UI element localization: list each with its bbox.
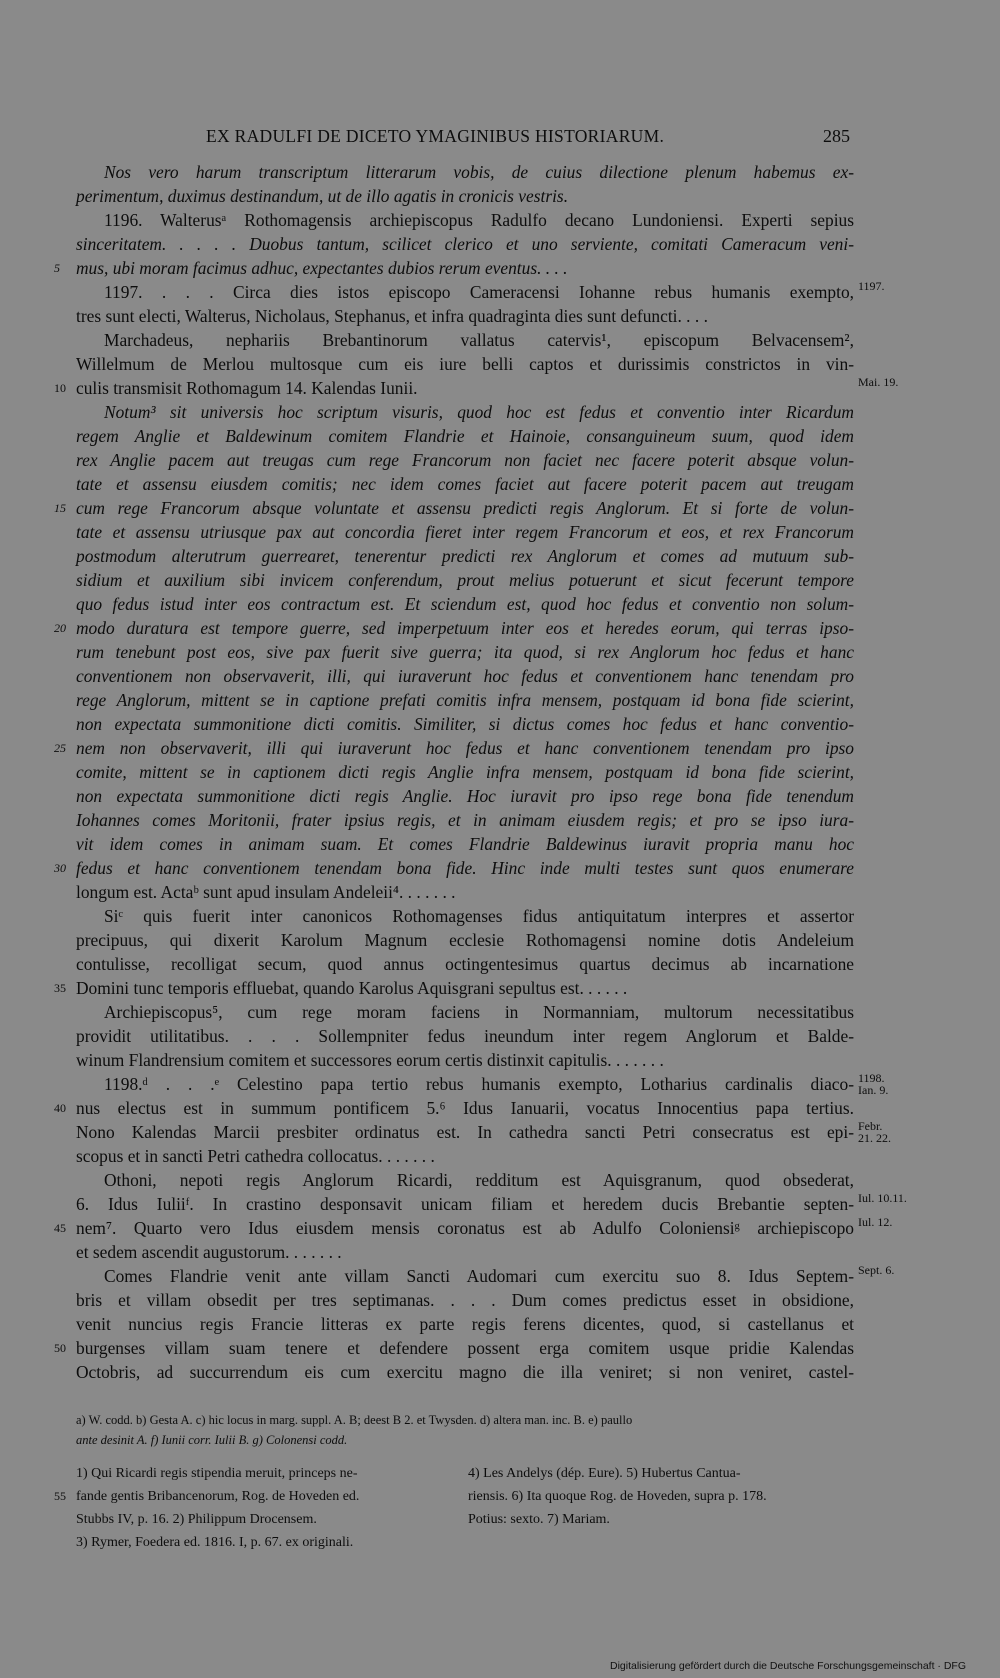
text-line-content: scopus et in sancti Petri cathedra collocatus. . . . . . . bbox=[76, 1146, 435, 1166]
text-line bbox=[76, 1119, 891, 1145]
text-line bbox=[76, 1288, 854, 1312]
text-line bbox=[76, 544, 854, 568]
page-header bbox=[76, 126, 856, 150]
text-line-content: Nono Kalendas Marcii presbiter ordinatus est. In cathedra sancti Petri consecratus est epi- bbox=[76, 1122, 854, 1142]
text-line bbox=[76, 952, 854, 976]
margin-date-note: Febr. 21. 22. bbox=[858, 1119, 891, 1145]
footnote-line: Stubbs IV, p. 16. 2) Philippum Drocensem. bbox=[76, 1512, 317, 1527]
footnote-line: fande gentis Bribancenorum, Rog. de Hoveden ed. bbox=[76, 1489, 360, 1504]
text-line-content: contulisse, recolligat secum, quod annus octingentesimus quartus decimus ab incarnatione bbox=[76, 954, 854, 974]
text-line bbox=[76, 592, 854, 616]
text-line bbox=[54, 1215, 893, 1240]
text-line-content: sidium et auxilium sibi invicem conferendum, prout melius potuerunt et sicut fecerunt tempore bbox=[76, 570, 854, 590]
text-line-content: culis transmisit Rothomagum 14. Kalendas Iunii. bbox=[76, 378, 418, 398]
page-number: 285 bbox=[823, 126, 850, 146]
text-line-content: rex Anglie pacem aut treugas cum rege Francorum non faciet nec facere poterit absque volun- bbox=[76, 450, 854, 470]
text-line-content: non expectata summonitione dicti regis Anglie. Hoc iuravit pro ipso rege bona fide tenendum bbox=[76, 786, 854, 806]
text-line-content: tate et assensu utriusque pax aut concordia fieret inter regem Francorum et eos, et rex Francorum bbox=[76, 522, 854, 542]
text-line-content: sinceritatem. . . . . Duobus tantum, scilicet clerico et uno serviente, comitati Cameracum veni- bbox=[76, 234, 854, 254]
text-line bbox=[76, 832, 854, 856]
text-line bbox=[76, 472, 854, 496]
line-number: 5 bbox=[54, 261, 60, 275]
text-line bbox=[76, 688, 854, 712]
text-line-content: et sedem ascendit augustorum. . . . . . . bbox=[76, 1242, 342, 1262]
text-line bbox=[54, 1096, 854, 1120]
text-line bbox=[76, 160, 854, 184]
text-line-content: rum tenebunt post eos, sive pax fuerit sive guerra; ita quod, si rex Anglorum hoc fedus et hanc bbox=[76, 642, 854, 662]
text-line-content: postmodum alterutrum guerrearet, tenerentur predicti rex Anglorum et comes ad mutuum sub- bbox=[76, 546, 854, 566]
text-line-content: mus, ubi moram facimus adhuc, expectantes dubios rerum eventus. . . . bbox=[76, 258, 568, 278]
text-line-content: Octobris, ad succurrendum eis cum exercitu magno die illa veniret; si non veniret, castel- bbox=[76, 1362, 854, 1382]
text-line-content: Notum³ sit universis hoc scriptum visuris, quod hoc est fedus et conventio inter Ricardum bbox=[104, 402, 854, 422]
line-number: 45 bbox=[54, 1221, 66, 1235]
text-line-content: perimentum, duximus destinandum, ut de illo agatis in cronicis vestris. bbox=[76, 186, 569, 206]
text-line bbox=[76, 424, 854, 448]
text-line-content: bris et villam obsedit per tres septimanas. . . . Dum comes predictus esset in obsidione, bbox=[76, 1290, 854, 1310]
text-line bbox=[76, 448, 854, 472]
critical-note-line: a) W. codd. b) Gesta A. c) hic locus in marg. suppl. A. B; deest B 2. et Twysden. d) altera man. inc. B. e) paullo bbox=[76, 1413, 633, 1427]
text-line-content: Willelmum de Merlou multosque cum eis iure belli captos et durissimis constrictos in vin- bbox=[76, 354, 854, 374]
text-line bbox=[76, 304, 854, 328]
text-line-content: Iohannes comes Moritonii, frater ipsius regis, et in animam eiusdem regis; et pro se ipso iura- bbox=[76, 810, 854, 830]
text-line-content: non expectata summonitione dicti comitis. Similiter, si dictus comes hoc fedus et hanc conventio- bbox=[76, 714, 854, 734]
text-line bbox=[76, 328, 854, 352]
line-number: 40 bbox=[54, 1101, 66, 1115]
text-line bbox=[76, 928, 854, 952]
text-line bbox=[54, 1336, 854, 1360]
text-line-content: 1198.ᵈ . . .ᵉ Celestino papa tertio rebus humanis exempto, Lotharius cardinalis diaco- bbox=[104, 1074, 854, 1094]
text-line-content: nus electus est in summum pontificem 5.⁶ Idus Ianuarii, vocatus Innocentius papa tertius. bbox=[76, 1098, 854, 1118]
running-title: EX RADULFI DE DICETO YMAGINIBUS HISTORIARUM. bbox=[206, 126, 665, 146]
text-line-content: Domini tunc temporis effluebat, quando Karolus Aquisgrani sepultus est. . . . . . bbox=[76, 978, 628, 998]
critical-apparatus bbox=[76, 1410, 854, 1450]
margin-date-note: Sept. 6. bbox=[858, 1263, 895, 1277]
line-number: 20 bbox=[54, 621, 66, 635]
text-line-content: Archiepiscopus⁵, cum rege moram faciens in Normanniam, multorum necessitatibus bbox=[104, 1002, 854, 1022]
footnotes-left-column bbox=[76, 1462, 456, 1554]
text-line bbox=[76, 1191, 907, 1216]
text-line-content: quo fedus istud inter eos contractum est. Et sciendum est, quod hoc fedus et conventio non solum- bbox=[76, 594, 854, 614]
text-line bbox=[54, 256, 854, 280]
text-line bbox=[76, 352, 854, 376]
text-line bbox=[54, 375, 899, 400]
text-line bbox=[54, 496, 854, 520]
text-line-content: tres sunt electi, Walterus, Nicholaus, Stephanus, et infra quadraginta dies sunt defuncti. . . . bbox=[76, 306, 708, 326]
line-number: 25 bbox=[54, 741, 66, 755]
footnote-line: riensis. 6) Ita quoque Rog. de Hoveden, supra p. 178. bbox=[468, 1489, 767, 1504]
text-line-content: tate et assensu eiusdem comitis; nec idem comes faciet aut facere poterit pacem aut treugam bbox=[76, 474, 854, 494]
text-line bbox=[54, 856, 854, 880]
critical-note-line: ante desinit A. f) Iunii corr. Iulii B. g) Colonensi codd. bbox=[76, 1433, 348, 1447]
text-line bbox=[76, 184, 854, 208]
text-line-content: venit nuncius regis Francie litteras ex parte regis ferens dicentes, quod, si castellanus et bbox=[76, 1314, 854, 1334]
text-line bbox=[76, 1071, 889, 1097]
text-line-content: 1196. Walterusᵃ Rothomagensis archiepiscopus Radulfo decano Lundoniensi. Experti sepius bbox=[104, 210, 854, 230]
text-line bbox=[76, 808, 854, 832]
text-line-content: rege Anglorum, mittent se in captione prefati comitis infra mensem, postquam id bona fide scierint, bbox=[76, 690, 854, 710]
text-line-content: longum est. Actaᵇ sunt apud insulam Andeleii⁴. . . . . . . bbox=[76, 882, 456, 902]
text-line bbox=[54, 976, 854, 1000]
line-number: 50 bbox=[54, 1341, 66, 1355]
text-line-content: providit utilitatibus. . . . Sollempniter fedus ineundum inter regem Anglorum et Balde- bbox=[76, 1026, 854, 1046]
digitization-credit: Digitalisierung gefördert durch die Deutsche Forschungsgemeinschaft · DFG bbox=[609, 1660, 966, 1672]
text-line-content: Siᶜ quis fuerit inter canonicos Rothomagenses fidus antiquitatum interpres et assertor bbox=[104, 906, 854, 926]
text-line bbox=[76, 279, 885, 304]
text-line bbox=[76, 232, 854, 256]
text-line-content: Comes Flandrie venit ante villam Sancti Audomari cum exercitu suo 8. Idus Septem- bbox=[104, 1266, 854, 1286]
margin-date-note: 1197. bbox=[858, 279, 885, 293]
text-line-content: fedus et hanc conventionem tenendam bona fide. Hinc inde multi testes sunt quos enumerare bbox=[76, 858, 854, 878]
main-text bbox=[54, 160, 907, 1384]
text-line bbox=[76, 1168, 854, 1192]
margin-date-note: 1198. Ian. 9. bbox=[858, 1071, 889, 1097]
text-line bbox=[76, 1312, 854, 1336]
text-line bbox=[76, 1048, 854, 1072]
text-line-content: nem⁷. Quarto vero Idus eiusdem mensis coronatus est ab Adulfo Coloniensiᵍ archiepiscopo bbox=[76, 1218, 854, 1238]
line-number: 30 bbox=[54, 861, 66, 875]
text-line-content: comite, mittent se in captionem dicti regis Anglie infra mensem, postquam id bona fide scierint, bbox=[76, 762, 854, 782]
text-line-content: cum rege Francorum absque voluntate et assensu predicti regis Anglorum. Et si forte de volun- bbox=[76, 498, 854, 518]
line-number: 10 bbox=[54, 381, 66, 395]
text-line bbox=[76, 760, 854, 784]
text-line-content: vit idem comes in animam suam. Et comes Flandrie Baldewinus iuravit propria manu hoc bbox=[76, 834, 854, 854]
text-line bbox=[76, 1360, 854, 1384]
text-line-content: regem Anglie et Baldewinum comitem Flandrie et Hainoie, consanguineum suum, quod idem bbox=[76, 426, 854, 446]
text-line bbox=[76, 208, 854, 232]
text-line bbox=[76, 400, 854, 424]
text-line-content: burgenses villam suam tenere et defendere possent erga comitem usque pridie Kalendas bbox=[76, 1338, 854, 1358]
text-line-content: winum Flandrensium comitem et successores eorum certis distinxit capitulis. . . . . . . bbox=[76, 1050, 664, 1070]
margin-date-note: Iul. 10.11. bbox=[858, 1191, 907, 1205]
text-line bbox=[76, 1240, 854, 1264]
text-line-content: 1197. . . . Circa dies istos episcopo Cameracensi Iohanne rebus humanis exempto, bbox=[104, 282, 854, 302]
text-line-content: precipuus, qui dixerit Karolum Magnum ecclesie Rothomagensi nomine dotis Andeleium bbox=[76, 930, 854, 950]
text-line bbox=[76, 640, 854, 664]
text-line bbox=[76, 1000, 854, 1024]
text-line-content: conventionem non observaverit, illi, qui iuraverunt hoc fedus et conventionem hanc tenendam pro bbox=[76, 666, 854, 686]
footnotes-right-column bbox=[468, 1462, 854, 1531]
text-line-content: 6. Idus Iuliiᶠ. In crastino desponsavit unicam filiam et heredem ducis Brebantie septen- bbox=[76, 1194, 854, 1214]
text-line bbox=[76, 568, 854, 592]
text-line bbox=[76, 712, 854, 736]
text-line bbox=[76, 1144, 854, 1168]
text-line bbox=[54, 616, 854, 640]
line-number: 15 bbox=[54, 501, 66, 515]
line-number: 35 bbox=[54, 981, 66, 995]
text-line-content: Othoni, nepoti regis Anglorum Ricardi, redditum est Aquisgranum, quod obsederat, bbox=[104, 1170, 854, 1190]
margin-date-note: Mai. 19. bbox=[858, 375, 899, 389]
line-number: 55 bbox=[54, 1489, 66, 1503]
text-line bbox=[76, 880, 854, 904]
margin-date-note: Iul. 12. bbox=[858, 1215, 893, 1229]
footnote-line: 1) Qui Ricardi regis stipendia meruit, princeps ne- bbox=[76, 1466, 358, 1481]
text-line-content: Nos vero harum transcriptum litterarum vobis, de cuius dilectione plenum habemus ex- bbox=[104, 162, 854, 182]
text-line bbox=[76, 1263, 895, 1288]
text-line bbox=[76, 520, 854, 544]
footnote-line: 4) Les Andelys (dép. Eure). 5) Hubertus Cantua- bbox=[468, 1466, 741, 1481]
text-line-content: nem non observaverit, illi qui iuraverunt hoc fedus et hanc conventionem tenendam pro ipso bbox=[76, 738, 854, 758]
text-line-content: Marchadeus, nephariis Brebantinorum vallatus catervis¹, episcopum Belvacensem², bbox=[104, 330, 854, 350]
footnote-line: 3) Rymer, Foedera ed. 1816. I, p. 67. ex originali. bbox=[76, 1535, 354, 1550]
text-line bbox=[76, 1024, 854, 1048]
text-line bbox=[76, 664, 854, 688]
footnote-line: Potius: sexto. 7) Mariam. bbox=[468, 1512, 610, 1527]
text-line-content: modo duratura est tempore guerre, sed imperpetuum inter eos et heredes eorum, qui terras ipso- bbox=[76, 618, 854, 638]
text-line bbox=[54, 736, 854, 760]
text-line bbox=[76, 784, 854, 808]
text-line bbox=[76, 904, 854, 928]
